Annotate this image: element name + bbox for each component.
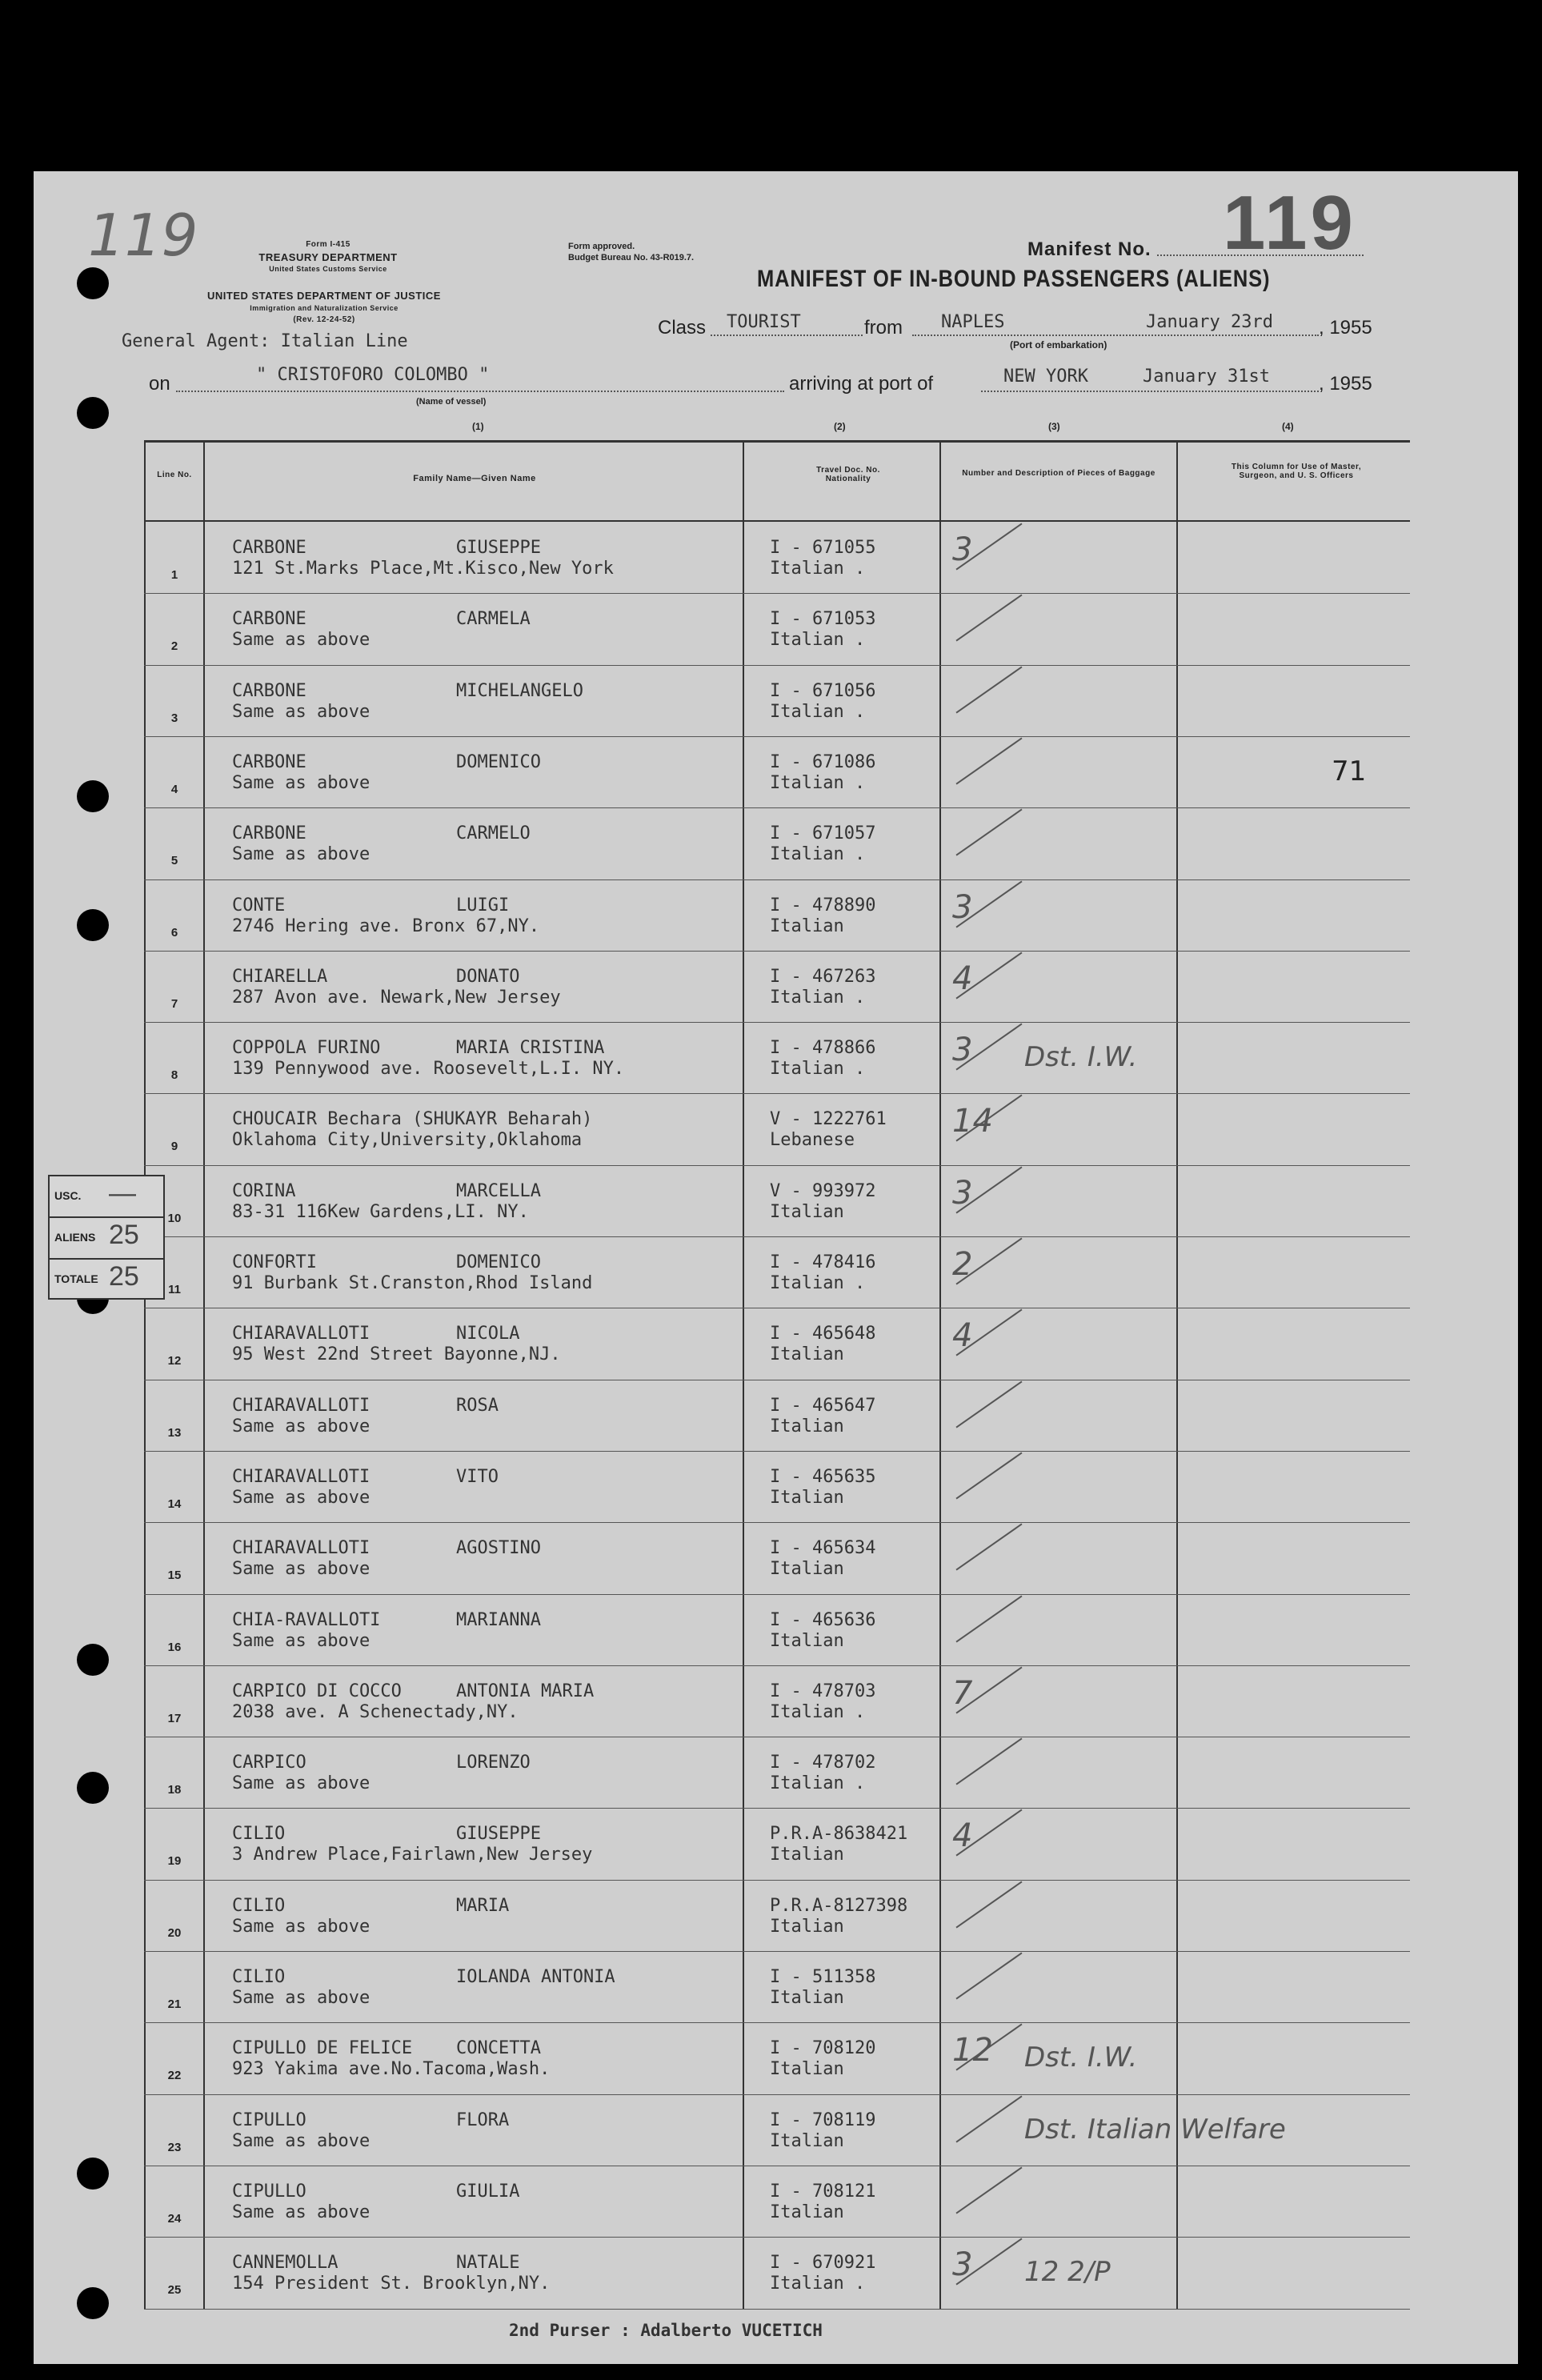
binder-hole <box>77 909 109 941</box>
travel-doc-number: I - 670921 <box>770 2253 876 2274</box>
baggage-count: 2 <box>952 1246 973 1283</box>
line-number: 25 <box>167 2283 182 2298</box>
line-number: 13 <box>167 1425 182 1440</box>
line-number: 10 <box>167 1211 182 1225</box>
usc-label: USC. <box>54 1189 82 1202</box>
vessel-name: " CRISTOFORO COLOMBO " <box>256 365 490 385</box>
baggage-count: 3 <box>952 2246 973 2284</box>
line-number: 1 <box>170 568 178 582</box>
address: 287 Avon ave. Newark,New Jersey <box>232 987 561 1008</box>
address: Same as above <box>232 1416 370 1436</box>
line-number: 12 <box>167 1354 182 1368</box>
arrival-year: , 1955 <box>1319 373 1372 395</box>
travel-doc-number: I - 511358 <box>770 1967 876 1987</box>
binder-hole <box>77 780 109 812</box>
manifest-no-label: Manifest No. <box>1027 238 1151 260</box>
family-name: CONFORTI <box>232 1252 317 1272</box>
baggage-header: Number and Description of Pieces of Baggage <box>962 469 1155 478</box>
given-name: LORENZO <box>456 1753 531 1773</box>
from-line <box>912 335 1319 336</box>
nationality: Italian . <box>770 1773 866 1794</box>
nationality: Italian <box>770 1344 844 1365</box>
family-name: CIPULLO <box>232 2181 306 2202</box>
travel-doc-number: P.R.A-8127398 <box>770 1895 908 1916</box>
line-number: 20 <box>167 1925 182 1940</box>
treasury-department: TREASURY DEPARTMENT <box>258 251 398 263</box>
manifest-title: MANIFEST OF IN-BOUND PASSENGERS (ALIENS) <box>757 266 1271 292</box>
address: 83-31 116Kew Gardens,LI. NY. <box>232 1201 529 1222</box>
row-divider <box>144 593 1410 594</box>
binder-hole <box>77 2287 109 2319</box>
binder-hole <box>77 2158 109 2190</box>
embarkation-year: , 1955 <box>1319 317 1372 339</box>
class-label: Class <box>658 317 707 339</box>
row-divider <box>144 807 1410 808</box>
family-name: CARBONE <box>232 751 306 772</box>
nationality: Italian <box>770 1487 844 1508</box>
row-divider <box>144 1022 1410 1023</box>
nationality: Italian . <box>770 701 866 722</box>
row-divider <box>144 1594 1410 1595</box>
family-name: CARBONE <box>232 538 306 558</box>
row-divider <box>144 1522 1410 1523</box>
nationality: Italian . <box>770 2274 866 2294</box>
customs-service: United States Customs Service <box>269 265 387 273</box>
revision: (Rev. 12-24-52) <box>293 315 355 324</box>
travel-doc-number: I - 708120 <box>770 2038 876 2059</box>
given-name: MARCELLA <box>456 1180 541 1201</box>
line-number: 18 <box>167 1783 182 1797</box>
given-name: DOMENICO <box>456 1252 541 1272</box>
row-divider <box>144 1451 1410 1452</box>
binder-hole <box>77 1644 109 1676</box>
travel-doc-number: I - 671057 <box>770 823 876 844</box>
line-number: 14 <box>167 1497 182 1511</box>
address: 95 West 22nd Street Bayonne,NJ. <box>232 1344 561 1365</box>
family-name: CHIARAVALLOTI <box>232 1538 370 1559</box>
port-embarkation-caption: (Port of embarkation) <box>1010 339 1107 351</box>
row-divider <box>144 951 1410 952</box>
nationality: Italian <box>770 2059 844 2080</box>
line-number: 22 <box>167 2069 182 2083</box>
nationality: Italian <box>770 2202 844 2222</box>
family-name: CONTE <box>232 895 286 916</box>
address: 139 Pennywood ave. Roosevelt,L.I. NY. <box>232 1059 625 1080</box>
baggage-count: 3 <box>952 888 973 926</box>
form-approved: Form approved. <box>568 242 635 251</box>
family-name: CIPULLO <box>232 2110 306 2130</box>
nationality: Italian . <box>770 630 866 651</box>
given-name: AGOSTINO <box>456 1538 541 1559</box>
row-divider <box>144 1951 1410 1952</box>
arrival-port: NEW YORK <box>1003 367 1088 387</box>
address: Same as above <box>232 1559 370 1580</box>
address: 121 St.Marks Place,Mt.Kisco,New York <box>232 559 614 579</box>
name-header: Family Name—Given Name <box>413 474 536 483</box>
budget-bureau: Budget Bureau No. 43-R019.7. <box>568 253 695 262</box>
travel-doc-number: I - 465648 <box>770 1324 876 1344</box>
row-divider <box>144 2022 1410 2023</box>
general-agent: General Agent: Italian Line <box>122 331 408 351</box>
baggage-count: 3 <box>952 1032 973 1069</box>
line-number: 24 <box>167 2211 182 2226</box>
purser-signature-line: 2nd Purser : Adalberto VUCETICH <box>509 2321 823 2340</box>
baggage-count: 4 <box>952 1817 973 1855</box>
on-label: on <box>149 373 170 395</box>
nationality: Italian <box>770 1416 844 1436</box>
nationality: Italian . <box>770 1059 866 1080</box>
line-number: 2 <box>170 639 178 654</box>
travel-doc-number: I - 708119 <box>770 2110 876 2130</box>
address: Same as above <box>232 2202 370 2222</box>
line-number: 21 <box>167 1997 182 2011</box>
baggage-count: 3 <box>952 531 973 568</box>
address: 923 Yakima ave.No.Tacoma,Wash. <box>232 2059 551 2080</box>
arrival-date: January 31st <box>1143 367 1270 387</box>
address: Same as above <box>232 1630 370 1651</box>
address: Same as above <box>232 1773 370 1794</box>
travel-doc-number: V - 1222761 <box>770 1109 887 1130</box>
baggage-column-divider <box>1176 440 1178 2310</box>
family-name: CARBONE <box>232 609 306 630</box>
row-divider <box>144 1808 1410 1809</box>
row-divider <box>144 736 1410 737</box>
usc-row <box>50 1176 163 1218</box>
given-name: CONCETTA <box>456 2038 541 2059</box>
row-divider <box>144 1165 1410 1166</box>
line-no-column-divider <box>203 440 205 2310</box>
address: Same as above <box>232 1916 370 1937</box>
nationality: Italian <box>770 916 844 936</box>
officer-note: Dst. Italian Welfare <box>1024 2113 1286 2146</box>
vessel-caption: (Name of vessel) <box>416 397 487 407</box>
given-name: CARMELA <box>456 609 531 630</box>
row-divider <box>144 665 1410 666</box>
nationality: Italian <box>770 1988 844 2008</box>
binder-hole <box>77 397 109 429</box>
from-label: from <box>864 317 903 339</box>
row-divider <box>144 1093 1410 1094</box>
address: 3 Andrew Place,Fairlawn,New Jersey <box>232 1845 593 1865</box>
col-num-2: (2) <box>834 421 846 432</box>
travel-doc-number: I - 671086 <box>770 751 876 772</box>
given-name: NICOLA <box>456 1324 520 1344</box>
baggage-count: 4 <box>952 1317 973 1355</box>
travel-doc-number: V - 993972 <box>770 1180 876 1201</box>
family-name: CHIARELLA <box>232 966 328 987</box>
family-name: CILIO <box>232 1895 286 1916</box>
given-name: MARIANNA <box>456 1609 541 1630</box>
given-name: DONATO <box>456 966 520 987</box>
justice-department: UNITED STATES DEPARTMENT OF JUSTICE <box>207 290 441 302</box>
address: Oklahoma City,University,Oklahoma <box>232 1130 583 1151</box>
travel-doc-number: I - 478890 <box>770 895 876 916</box>
family-name: CHIARAVALLOTI <box>232 1466 370 1487</box>
line-number: 3 <box>170 711 178 725</box>
class-value: TOURIST <box>727 312 801 332</box>
family-name: CARPICO <box>232 1753 306 1773</box>
family-name: CANNEMOLLA <box>232 2253 338 2274</box>
family-name: COPPOLA FURINO <box>232 1038 381 1059</box>
given-name: LUIGI <box>456 895 510 916</box>
travel-doc-number: I - 478866 <box>770 1038 876 1059</box>
line-number: 9 <box>170 1140 178 1154</box>
family-name: CHIA-RAVALLOTI <box>232 1609 381 1630</box>
travel-doc-number: I - 465635 <box>770 1466 876 1487</box>
arrival-line <box>981 391 1319 392</box>
address: Same as above <box>232 1487 370 1508</box>
given-name: MARIA <box>456 1895 510 1916</box>
address: 2746 Hering ave. Bronx 67,NY. <box>232 916 540 936</box>
given-name: NATALE <box>456 2253 520 2274</box>
family-name: CHIARAVALLOTI <box>232 1395 370 1416</box>
nationality: Italian . <box>770 844 866 865</box>
travel-doc-number: I - 465636 <box>770 1609 876 1630</box>
total-value: 25 <box>109 1261 139 1292</box>
family-name: CHIARAVALLOTI <box>232 1324 370 1344</box>
family-name: CILIO <box>232 1967 286 1987</box>
line-number: 23 <box>167 2140 182 2154</box>
travel-doc-number: I - 478702 <box>770 1753 876 1773</box>
nationality: Italian <box>770 1845 844 1865</box>
given-name: ANTONIA MARIA <box>456 1681 595 1701</box>
class-line <box>711 335 863 336</box>
nationality: Italian . <box>770 772 866 793</box>
family-name: CIPULLO DE FELICE <box>232 2038 413 2059</box>
family-name: CARPICO DI COCCO <box>232 1681 402 1701</box>
given-name: DOMENICO <box>456 751 541 772</box>
line-number: 5 <box>170 854 178 868</box>
nationality: Italian . <box>770 987 866 1008</box>
travel-doc-number: I - 465647 <box>770 1395 876 1416</box>
line-number: 17 <box>167 1711 182 1725</box>
travel-doc-number: I - 708121 <box>770 2181 876 2202</box>
travel-doc-number: I - 671056 <box>770 680 876 701</box>
address: 2038 ave. A Schenectady,NY. <box>232 1701 519 1722</box>
col-num-4: (4) <box>1282 421 1294 432</box>
table-left-border <box>144 440 146 2310</box>
line-number: 11 <box>168 1283 181 1296</box>
travel-doc-number: I - 671055 <box>770 538 876 558</box>
family-name: CARBONE <box>232 680 306 701</box>
line-number: 6 <box>170 925 178 940</box>
nationality: Italian . <box>770 1701 866 1722</box>
line-number: 16 <box>167 1640 182 1654</box>
address: Same as above <box>232 701 370 722</box>
address: Same as above <box>232 772 370 793</box>
aliens-value: 25 <box>109 1220 139 1250</box>
travel-doc-number: I - 478416 <box>770 1252 876 1272</box>
row-divider <box>144 1665 1410 1666</box>
line-number: 4 <box>170 782 178 796</box>
row-divider <box>144 1236 1410 1237</box>
travel-doc-number: I - 671053 <box>770 609 876 630</box>
given-name: MARIA CRISTINA <box>456 1038 605 1059</box>
officer-note: 12 2/P <box>1024 2256 1111 2289</box>
baggage-count: 7 <box>952 1674 973 1712</box>
nationality: Lebanese <box>770 1130 855 1151</box>
row-divider <box>144 879 1410 880</box>
baggage-count: 3 <box>952 1174 973 1212</box>
row-divider <box>144 2309 1410 2310</box>
usc-value: — <box>109 1178 136 1208</box>
given-name: FLORA <box>456 2110 510 2130</box>
aliens-row <box>50 1218 163 1260</box>
row-divider <box>144 1880 1410 1881</box>
nationality: Italian <box>770 1916 844 1937</box>
embarkation-date: January 23rd <box>1146 312 1273 332</box>
travel-doc-number: P.R.A-8638421 <box>770 1824 908 1845</box>
immigration-service: Immigration and Naturalization Service <box>250 304 399 312</box>
row-divider <box>144 2094 1410 2095</box>
officer-note: Dst. I.W. <box>1024 1041 1138 1074</box>
family-name: CHOUCAIR Bechara (SHUKAYR Beharah) <box>232 1109 593 1130</box>
nationality: Italian <box>770 1201 844 1222</box>
row-divider <box>144 2237 1410 2238</box>
table-top-border <box>144 440 1410 443</box>
nationality: Italian <box>770 1630 844 1651</box>
family-name: CILIO <box>232 1824 286 1845</box>
nationality: Italian . <box>770 1273 866 1293</box>
name-column-divider <box>743 440 744 2310</box>
binder-hole <box>77 1772 109 1804</box>
line-no-header: Line No. <box>157 471 192 479</box>
total-label: TOTALE <box>54 1272 98 1285</box>
given-name: GIUSEPPE <box>456 1824 541 1845</box>
baggage-count: 12 <box>952 2032 993 2069</box>
line-number: 8 <box>170 1068 178 1083</box>
total-row <box>50 1260 163 1300</box>
handwritten-manifest-number: 119 <box>88 202 198 269</box>
given-name: MICHELANGELO <box>456 680 583 701</box>
travel-doc-number: I - 465634 <box>770 1538 876 1559</box>
line-number: 19 <box>167 1854 182 1869</box>
binder-hole <box>77 267 109 299</box>
address: Same as above <box>232 1988 370 2008</box>
given-name: GIULIA <box>456 2181 520 2202</box>
vessel-line <box>176 391 784 392</box>
line-number: 7 <box>170 996 178 1011</box>
given-name: IOLANDA ANTONIA <box>456 1967 615 1987</box>
address: 154 President St. Brooklyn,NY. <box>232 2274 551 2294</box>
baggage-count: 14 <box>952 1103 993 1140</box>
family-name: CARBONE <box>232 823 306 844</box>
aliens-count-stamp <box>48 1175 165 1300</box>
given-name: VITO <box>456 1466 499 1487</box>
address: 91 Burbank St.Cranston,Rhod Island <box>232 1273 593 1293</box>
given-name: ROSA <box>456 1395 499 1416</box>
table-header-border <box>144 520 1410 522</box>
address: Same as above <box>232 2130 370 2151</box>
aliens-label: ALIENS <box>54 1231 96 1244</box>
line-number: 15 <box>167 1569 182 1583</box>
given-name: GIUSEPPE <box>456 538 541 558</box>
address: Same as above <box>232 844 370 865</box>
address: Same as above <box>232 630 370 651</box>
baggage-count: 4 <box>952 960 973 997</box>
port-of-embarkation: NAPLES <box>941 312 1005 332</box>
travel-doc-number: I - 478703 <box>770 1681 876 1701</box>
form-number: Form I-415 <box>306 240 350 249</box>
travel-doc-number: I - 467263 <box>770 966 876 987</box>
officers-header: This Column for Use of Master, Surgeon, and U. S. Officers <box>1231 463 1362 480</box>
officer-note: Dst. I.W. <box>1024 2041 1138 2074</box>
nationality: Italian <box>770 1559 844 1580</box>
doc-column-divider <box>939 440 941 2310</box>
nationality: Italian . <box>770 559 866 579</box>
arriving-label: arriving at port of <box>789 373 934 395</box>
family-name: CORINA <box>232 1180 296 1201</box>
col-num-3: (3) <box>1048 421 1060 432</box>
col-num-1: (1) <box>472 421 484 432</box>
nationality: Italian <box>770 2130 844 2151</box>
given-name: CARMELO <box>456 823 531 844</box>
travel-doc-header: Travel Doc. No. Nationality <box>816 466 880 483</box>
officer-note: 71 <box>1332 755 1367 787</box>
manifest-number: 119 <box>1223 180 1356 266</box>
